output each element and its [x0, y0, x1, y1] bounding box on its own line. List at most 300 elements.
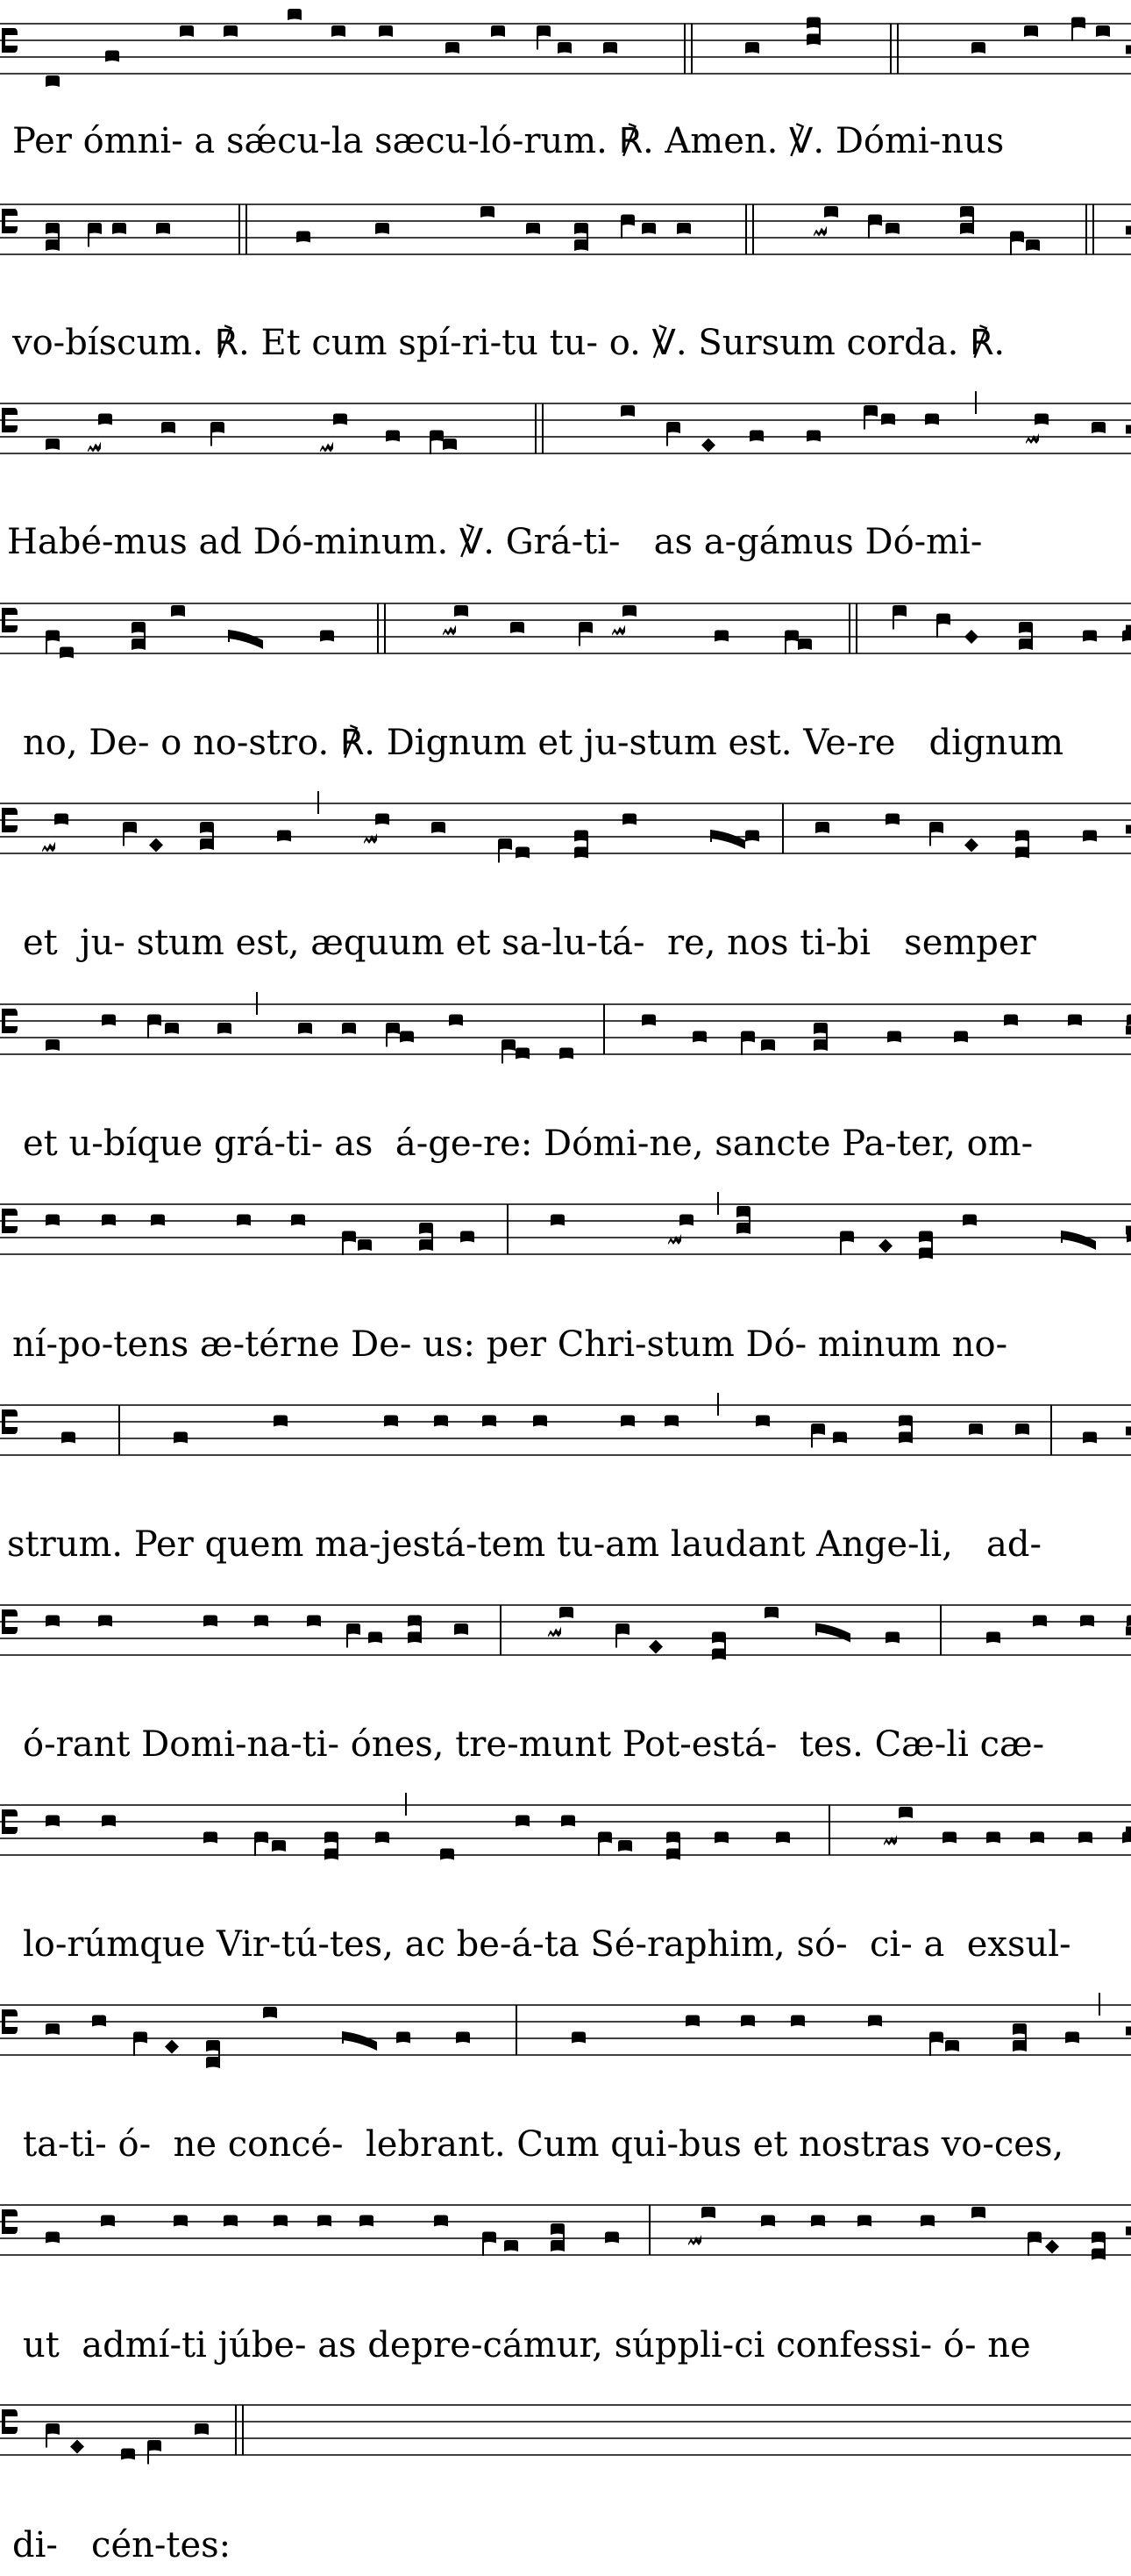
double-bar-2-2-a [745, 204, 747, 254]
note-3-12 [666, 422, 680, 433]
double-bar-2-3-a [1085, 204, 1087, 254]
note-13-1 [46, 2423, 60, 2435]
note-10-6-lower [324, 1849, 338, 1860]
note-7-11-quilisma [668, 1234, 681, 1245]
note-12-11-lower [551, 2240, 565, 2251]
note-4-17-stem [936, 620, 938, 638]
note-1-10 [537, 25, 551, 37]
note-7-16-upper [919, 1231, 933, 1243]
note-12-22-upper [1092, 2232, 1106, 2244]
lyrics-line-5: et ju- stum est, æquum et sa-lu-tá- re, nos ti-bi semper [23, 923, 1036, 963]
note-4-12 [622, 605, 637, 617]
note-9-13-rhombus [649, 1640, 663, 1654]
double-bar-13-1-b [242, 2405, 244, 2455]
custos-11 [1126, 2027, 1131, 2036]
note-5-20-lower [1015, 847, 1029, 859]
note-5-12-upper [574, 831, 588, 842]
note-11-5-upper [206, 2040, 220, 2052]
note-6-1 [46, 1039, 60, 1051]
note-6-2 [102, 1015, 116, 1026]
note-2-15-stem [868, 221, 870, 239]
double-bar-4-2-a [849, 603, 850, 653]
double-bar-3-1-a [535, 403, 537, 453]
note-9-6-stem [346, 1631, 348, 1648]
note-9-8-upper [408, 1616, 422, 1627]
note-5-16 [815, 822, 829, 833]
note-8-15 [1015, 1424, 1029, 1435]
note-9-6 [346, 1623, 360, 1635]
note-5-3 [123, 822, 137, 833]
note-3-9 [430, 431, 444, 442]
note-13-4 [147, 2440, 161, 2451]
note-11-8 [396, 2032, 410, 2044]
double-bar-13-1-a [235, 2405, 237, 2455]
note-2-3 [112, 223, 126, 234]
note-6-13 [559, 1048, 573, 1060]
note-9-2 [98, 1616, 112, 1627]
note-2-1-lower [46, 239, 60, 251]
note-3-16-stem [864, 412, 865, 430]
note-5-14-oblique-stem [710, 830, 712, 842]
note-10-4-stem [254, 1838, 256, 1856]
note-4-13 [715, 631, 729, 642]
note-7-6 [342, 1231, 356, 1243]
note-6-23 [1127, 1015, 1131, 1026]
note-10-1 [46, 1816, 60, 1827]
note-7-8-lower [419, 1239, 433, 1251]
quarter-bar-8-1 [717, 1393, 719, 1416]
note-3-17 [881, 414, 895, 425]
note-5-2 [54, 814, 68, 825]
note-10-2 [102, 1816, 116, 1827]
note-12-18 [921, 2216, 935, 2227]
note-8-9 [665, 1416, 679, 1427]
note-4-4 [171, 605, 185, 617]
note-12-9 [482, 2232, 496, 2244]
note-10-13-upper [666, 1832, 680, 1844]
note-5-8 [375, 814, 389, 825]
note-2-10 [621, 215, 635, 226]
note-12-13-quilisma [688, 2235, 701, 2245]
note-4-2 [60, 647, 74, 659]
note-2-12 [677, 223, 691, 234]
note-4-7-quilisma [443, 625, 456, 636]
custos-5 [1126, 825, 1131, 834]
note-10-5 [272, 1840, 286, 1852]
note-13-5 [195, 2423, 209, 2435]
note-7-18-oblique [1061, 1231, 1096, 1250]
note-4-3-join [144, 629, 146, 646]
note-6-22 [1068, 1015, 1082, 1026]
note-4-17 [936, 614, 950, 625]
note-7-12 [679, 1215, 694, 1226]
note-7-10 [551, 1215, 565, 1226]
note-5-18 [929, 822, 943, 833]
note-3-15 [807, 431, 821, 442]
note-7-7 [358, 1239, 372, 1251]
note-12-20 [1028, 2232, 1042, 2244]
note-10-16-quilisma [884, 1835, 897, 1845]
note-1-14-upper [807, 18, 821, 29]
quarter-bar-11-1 [1099, 1993, 1100, 2016]
note-7-8-join [431, 1230, 433, 1246]
note-11-5-join [218, 2047, 220, 2064]
note-11-17-upper [1013, 2023, 1027, 2035]
note-2-11 [642, 223, 656, 234]
lyrics-line-2: vo-bíscum. ℟. Et cum spí-ri-tu tu- o. ℣. Sursum corda. ℟. [12, 323, 1006, 363]
note-3-3 [98, 414, 112, 425]
note-1-5 [288, 9, 302, 20]
note-9-4 [254, 1616, 268, 1627]
note-1-16 [1024, 25, 1038, 37]
note-6-21 [1004, 1015, 1018, 1026]
note-8-8 [621, 1416, 635, 1427]
custos-8 [1126, 1427, 1131, 1436]
note-7-3 [151, 1215, 165, 1226]
custos-12 [1126, 2227, 1131, 2236]
note-11-11 [686, 2016, 700, 2027]
custos-9 [1126, 1627, 1131, 1636]
note-10-8 [440, 1849, 454, 1860]
note-6-11 [501, 1039, 516, 1051]
note-1-2 [105, 51, 119, 62]
note-7-16-lower [919, 1248, 933, 1259]
note-9-8-join [420, 1622, 422, 1638]
double-bar-2-2-b [752, 204, 754, 254]
note-10-4 [254, 1832, 268, 1844]
note-3-9-stem [430, 437, 431, 454]
staff-12 [0, 2205, 1131, 2255]
note-12-15 [761, 2216, 775, 2227]
note-12-19 [971, 2207, 985, 2218]
note-3-16 [864, 405, 878, 417]
note-9-14-upper [712, 1632, 726, 1644]
bar-5-1 [782, 803, 784, 853]
note-10-3 [203, 1832, 217, 1844]
note-5-14-oblique [710, 830, 745, 849]
note-5-15 [745, 831, 759, 842]
note-2-9-join [587, 230, 588, 246]
note-10-13-lower [666, 1849, 680, 1860]
note-6-11-stem [501, 1046, 503, 1064]
note-10-11 [598, 1832, 612, 1844]
note-5-5-join [212, 829, 214, 846]
note-12-14 [701, 2207, 715, 2218]
bar-7-1 [507, 1204, 509, 1254]
note-7-14-stem [840, 1238, 842, 1255]
note-4-20 [1083, 631, 1097, 642]
note-6-16-stem [741, 1038, 743, 1055]
note-4-16 [893, 605, 907, 617]
bar-10-1 [829, 1805, 830, 1855]
note-6-18-lower [814, 1039, 828, 1051]
quarter-bar-6-1 [256, 992, 258, 1015]
note-8-4 [384, 1416, 398, 1427]
note-12-6 [317, 2216, 331, 2227]
note-8-16 [1083, 1432, 1097, 1444]
note-8-1 [61, 1432, 75, 1444]
note-10-14 [715, 1832, 729, 1844]
note-6-4 [165, 1023, 179, 1034]
note-3-1 [46, 439, 60, 450]
note-10-7 [375, 1832, 389, 1844]
note-12-5 [274, 2216, 288, 2227]
note-11-1 [46, 2023, 60, 2035]
note-1-15 [971, 42, 985, 54]
lyrics-line-8: strum. Per quem ma-jestá-tem tu-am laudant Ange-li, ad- [7, 1524, 1042, 1565]
note-7-6-stem [342, 1238, 344, 1255]
note-6-19 [887, 1031, 901, 1043]
note-6-8 [386, 1023, 400, 1034]
note-11-14 [868, 2016, 882, 2027]
note-4-19-upper [1019, 622, 1033, 633]
note-11-13 [791, 2016, 805, 2027]
note-6-16 [741, 1031, 755, 1043]
note-9-10-quilisma [548, 1627, 561, 1638]
note-7-13-join [749, 1213, 750, 1230]
note-10-21 [1078, 1832, 1092, 1844]
note-1-17-stem [1071, 24, 1073, 41]
note-11-17-join [1025, 2030, 1027, 2047]
note-3-5-stem [210, 429, 212, 446]
note-6-18-upper [814, 1023, 828, 1034]
note-9-8-lower [408, 1632, 422, 1644]
double-bar-2-1-b [245, 204, 247, 254]
note-4-10-stem [579, 629, 580, 646]
double-bar-2-3-b [1092, 204, 1094, 254]
note-2-10-stem [621, 221, 622, 239]
note-2-17-lower [960, 223, 974, 234]
note-10-11-stem [598, 1838, 600, 1856]
note-12-4 [224, 2216, 238, 2227]
note-12-21-rhombus [1045, 2240, 1059, 2254]
note-3-2-quilisma [88, 442, 101, 453]
note-11-2 [92, 2016, 106, 2027]
note-10-10 [561, 1816, 575, 1827]
note-2-2-stem [88, 230, 89, 247]
note-7-9 [460, 1231, 474, 1243]
note-10-6-join [337, 1838, 338, 1855]
note-5-7-quilisma [364, 833, 377, 844]
note-1-3 [180, 25, 194, 37]
note-11-15-stem [929, 2038, 931, 2056]
note-10-12 [618, 1840, 632, 1852]
note-6-17 [761, 1039, 775, 1051]
note-7-13-lower [736, 1223, 750, 1234]
double-bar-4-1-b [384, 603, 386, 653]
note-6-6 [298, 1023, 312, 1034]
note-6-3 [147, 1015, 161, 1026]
staff-8 [0, 1405, 1131, 1455]
note-6-7 [342, 1023, 356, 1034]
note-7-8-upper [419, 1223, 433, 1234]
note-1-11 [558, 42, 572, 54]
note-8-13-upper [899, 1416, 913, 1427]
note-2-4 [156, 223, 170, 234]
note-12-10 [504, 2240, 518, 2251]
note-9-17 [886, 1632, 900, 1644]
note-10-19 [986, 1832, 1000, 1844]
note-12-2 [101, 2216, 115, 2227]
note-10-18 [942, 1832, 957, 1844]
note-11-17-lower [1013, 2040, 1027, 2052]
note-11-12 [741, 2016, 755, 2027]
note-5-6 [277, 831, 291, 842]
note-11-10 [572, 2032, 586, 2044]
note-4-21 [1122, 631, 1131, 642]
note-12-8 [434, 2216, 448, 2227]
lyrics-line-1: Per ómni- a sǽcu-la sæcu-ló-rum. ℟. Amen. ℣. Dómi-nus [12, 121, 1005, 161]
note-10-20 [1030, 1832, 1044, 1844]
quarter-bar-5-1 [317, 791, 319, 814]
note-2-17-upper [960, 206, 974, 218]
note-9-11 [559, 1607, 573, 1618]
note-4-15 [798, 639, 812, 650]
note-9-12 [615, 1623, 630, 1635]
bar-12-1 [649, 2205, 651, 2255]
lyrics-line-10: lo-rúmque Vir-tú-tes, ac be-á-ta Sé-raphim, só- ci- a exsul- [23, 1924, 1071, 1965]
note-7-14 [840, 1231, 854, 1243]
note-5-9 [431, 822, 445, 833]
note-1-1 [46, 75, 60, 87]
note-6-12 [516, 1048, 530, 1060]
note-11-18 [1065, 2032, 1079, 2044]
custos-6 [1126, 1026, 1131, 1035]
bar-9-2 [940, 1605, 942, 1655]
note-3-6-quilisma [320, 442, 333, 453]
note-10-15 [776, 1832, 790, 1844]
note-2-18-stem [1010, 238, 1012, 255]
note-4-5-oblique [228, 630, 263, 649]
note-12-1 [46, 2232, 60, 2244]
quarter-bar-10-1 [405, 1793, 407, 1816]
lyrics-line-3: Habé-mus ad Dó-minum. ℣. Grá-ti- as a-gámus Dó-mi- [7, 522, 983, 562]
note-4-14 [785, 631, 799, 642]
note-13-4-stem [147, 2447, 149, 2465]
note-4-9 [510, 622, 524, 633]
note-9-21 [1127, 1616, 1131, 1627]
note-12-22-lower [1092, 2249, 1106, 2260]
note-11-9 [456, 2032, 470, 2044]
note-2-2 [88, 223, 102, 234]
custos-3 [1126, 425, 1131, 434]
note-4-18-rhombus [964, 630, 978, 644]
note-3-19-quilisma [1026, 433, 1039, 444]
note-11-7-oblique-stem [342, 2031, 344, 2044]
note-2-6 [375, 223, 389, 234]
note-11-7-oblique [342, 2031, 377, 2051]
note-11-15 [929, 2032, 943, 2044]
note-7-17 [963, 1215, 977, 1226]
note-12-3 [174, 2216, 188, 2227]
note-8-13-lower [899, 1432, 913, 1444]
note-5-10 [498, 838, 512, 850]
custos-2 [1126, 226, 1131, 235]
note-8-11 [811, 1424, 825, 1435]
note-7-15-rhombus [878, 1239, 893, 1253]
note-5-12-lower [574, 847, 588, 859]
note-7-2 [102, 1215, 116, 1226]
note-3-12-stem [666, 429, 668, 446]
note-12-16 [811, 2216, 825, 2227]
note-4-3-upper [132, 622, 146, 633]
double-bar-2-1-a [238, 204, 240, 254]
note-6-14 [642, 1015, 656, 1026]
note-9-7 [368, 1632, 382, 1644]
note-6-20 [954, 1031, 968, 1043]
note-4-1-stem [46, 637, 47, 654]
lyrics-line-12: ut admí-ti júbe- as depre-cámur, súppli-ci confessi- ó- ne [23, 2325, 1031, 2365]
note-7-5 [291, 1215, 305, 1226]
note-9-1 [46, 1616, 60, 1627]
note-3-18 [925, 414, 939, 425]
note-4-8 [454, 605, 468, 617]
note-2-8 [526, 223, 540, 234]
note-2-9-upper [574, 223, 588, 234]
note-9-9 [454, 1623, 468, 1635]
note-4-3-lower [132, 639, 146, 650]
note-5-1-quilisma [42, 842, 55, 853]
note-9-14-lower [712, 1649, 726, 1660]
note-1-14-lower [807, 34, 821, 46]
note-8-11-stem [811, 1431, 813, 1448]
note-5-20-join [1028, 837, 1029, 853]
note-12-22-join [1104, 2238, 1106, 2255]
note-13-2-rhombus [70, 2440, 84, 2454]
note-2-1-join [58, 230, 60, 246]
note-6-10 [449, 1015, 463, 1026]
bar-8-1 [118, 1405, 120, 1455]
double-bar-1-2-a [890, 24, 892, 74]
note-5-12-join [587, 837, 588, 853]
custos-1 [1126, 46, 1131, 54]
quarter-bar-3-1 [975, 391, 977, 414]
note-10-6-upper [324, 1832, 338, 1844]
staff-4 [0, 603, 1131, 653]
note-4-10 [579, 622, 593, 633]
note-5-11 [516, 847, 530, 859]
note-8-12 [833, 1432, 847, 1444]
bar-9-1 [500, 1605, 501, 1655]
note-9-16-oblique [815, 1623, 850, 1643]
note-4-14-stem [785, 637, 786, 654]
double-bar-1-2-b [897, 24, 899, 74]
double-bar-4-1-a [377, 603, 379, 653]
note-3-11 [621, 405, 635, 417]
note-3-21 [1092, 422, 1106, 433]
note-7-1 [46, 1215, 60, 1226]
note-13-3 [121, 2449, 135, 2460]
note-8-13-join [911, 1422, 913, 1438]
note-8-6 [482, 1416, 496, 1427]
note-8-3 [274, 1416, 288, 1427]
note-6-18-join [826, 1030, 828, 1046]
note-7-18-oblique-stem [1061, 1231, 1063, 1243]
note-9-12-stem [615, 1631, 617, 1648]
bar-11-1 [516, 2005, 517, 2055]
note-3-5 [210, 422, 224, 433]
note-5-21 [1083, 831, 1097, 842]
note-5-13 [622, 814, 637, 825]
note-10-17 [899, 1807, 913, 1818]
note-10-9 [516, 1816, 530, 1827]
note-3-10 [443, 439, 457, 450]
note-6-9 [400, 1031, 414, 1043]
note-3-13-rhombus [701, 439, 715, 453]
note-9-18 [986, 1632, 1000, 1644]
note-11-16 [945, 2040, 959, 2052]
note-1-4 [224, 25, 238, 37]
